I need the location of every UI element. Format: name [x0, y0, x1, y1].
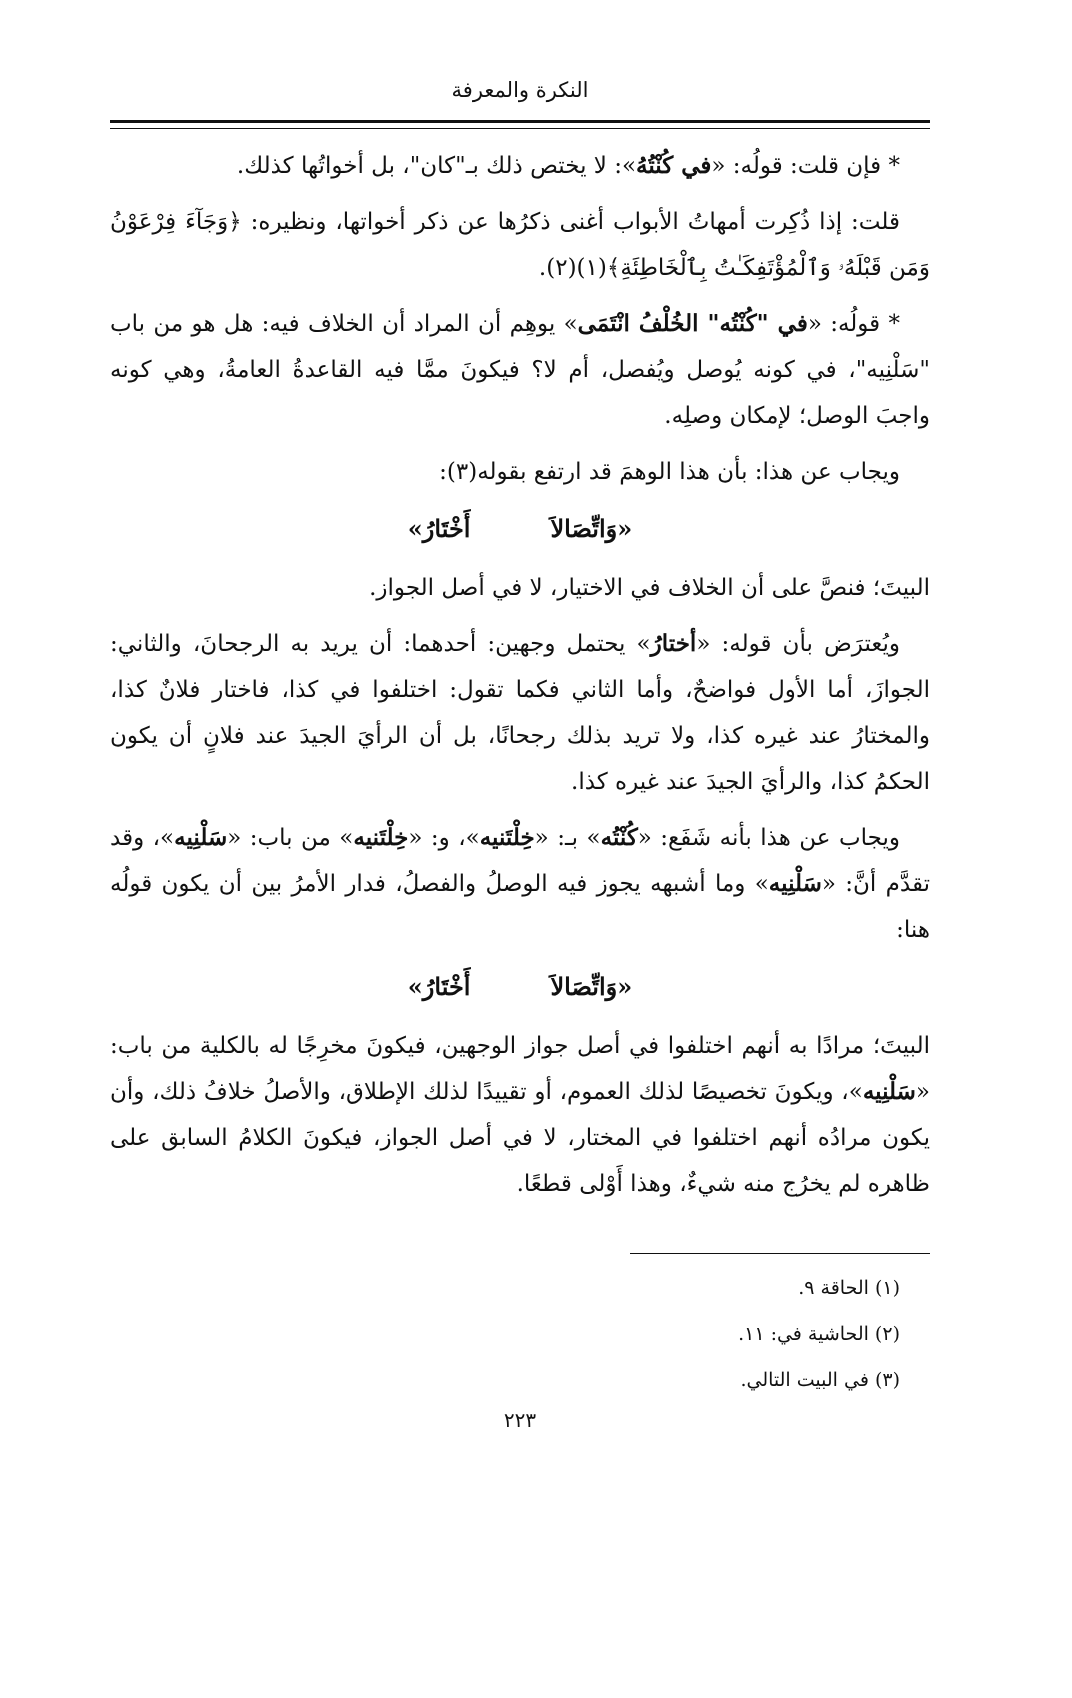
- paragraph-2: قلت: إذا ذُكِرت أمهاتُ الأبواب أغنى ذكرُها عن ذكر أخواتها، ونظيره: ﴿وَجَآءَ فِرْعَوْنُ وَمَن قَبْلَهُۥ وَٱلْمُؤْتَفِكَـٰتُ بِٱلْخَاطِئَةِ﴾(١)(٢).: [110, 209, 930, 281]
- bold-term: خِلْتَنيه: [353, 824, 409, 851]
- footnotes: [110, 1268, 930, 1400]
- bold-term: كُنْتُه: [600, 824, 638, 851]
- bold-term: سَلْنِيه: [768, 870, 822, 897]
- paragraph-3: * قولُه: «في "كُنْتُه" الخُلْفُ انْتَمَى» يوهِم أن المراد أن الخلاف فيه: هل هو من باب "سَلْنِيه"، في كونه يُوصل ويُفصل، أم لا؟ فيكونَ ممَّا فيه القاعدةُ العامةُ، وهي كونه واجبَ الوصل؛ لإمكان وصلِه.: [110, 310, 930, 429]
- bold-term: خِلْتَنيه: [479, 824, 535, 851]
- footnote: (١) الحاقة ٩.: [798, 1277, 900, 1299]
- verse-quote-2: «وَاتِّصَالاَأَخْتَارُ»: [407, 972, 633, 1001]
- footnote-separator: [630, 1253, 930, 1254]
- paragraph-5: البيتَ؛ فنصَّ على أن الخلاف في الاختيار، لا في أصل الجواز.: [369, 575, 930, 601]
- page-number: ٢٢٣: [503, 1408, 537, 1432]
- bold-term: سَلْنِيه: [174, 824, 228, 851]
- body-text: [110, 143, 930, 1207]
- running-title: النكرة والمعرفة: [451, 78, 589, 102]
- bold-term: في "كُنْتُه" الخُلْفُ انْتَمَى: [577, 310, 808, 337]
- paragraph-4: ويجاب عن هذا: بأن هذا الوهمَ قد ارتفع بقوله(٣):: [439, 459, 900, 485]
- paragraph-1: * فإن قلت: قولُه: «في كُنْتُهُ»: لا يختص ذلك بـ"كان"، بل أخواتُها كذلك.: [236, 152, 900, 179]
- verse-quote-1: «وَاتِّصَالاَأَخْتَارُ»: [407, 514, 633, 543]
- paragraph-6: ويُعترَض بأن قوله: «أختارُ» يحتمل وجهين: أحدهما: أن يريد به الرجحانَ، والثاني: الجوازَ، أما الأول فواضحٌ، وأما الثاني فكما تقول: اختلفوا في كذا، فاختار فلانٌ كذا، والمختارُ عند غيره كذا، ولا تريد بذلك رجحانًا، بل أن الرأيَ الجيدَ عند فلانٍ أن يكون الحكمُ كذا، والرأيَ الجيدَ عند غيره كذا.: [110, 630, 930, 795]
- footnote: (٣) في البيت التالي.: [740, 1369, 900, 1391]
- paragraph-8: البيتَ؛ مرادًا به أنهم اختلفوا في أصل جواز الوجهين، فيكونَ مخرِجًا له بالكلية من باب: «سَلْنِيه»، ويكونَ تخصيصًا لذلك العموم، أو تقييدًا لذلك الإطلاق، والأصلُ خلافُ ذلك، وأن يكون مرادُه أنهم اختلفوا في المختار، لا في أصل الجواز، فيكونَ الكلامُ السابق على ظاهره لم يخرُج منه شيءٌ، وهذا أَوْلى قطعًا.: [110, 1033, 930, 1197]
- footnote: (٢) الحاشية في: ١١.: [738, 1323, 900, 1345]
- header-rule: [110, 120, 930, 129]
- bold-term: سَلْنِيه: [862, 1078, 916, 1105]
- paragraph-7: ويجاب عن هذا بأنه شَفَع: «كُنْتُه» بـ: «خِلْتَنيه»، و: «خِلْتَنيه» من باب: «سَلْنِيه»، وقد تقدَّم أنَّ: «سَلْنِيه» وما أشبهه يجوز فيه الوصلُ والفصلُ، فدار الأمرُ بين أن يكون قولُه هنا:: [110, 824, 930, 943]
- page: [110, 70, 930, 1650]
- bold-term: في كُنْتُهُ: [636, 152, 712, 179]
- bold-term: أختارُ: [650, 630, 697, 657]
